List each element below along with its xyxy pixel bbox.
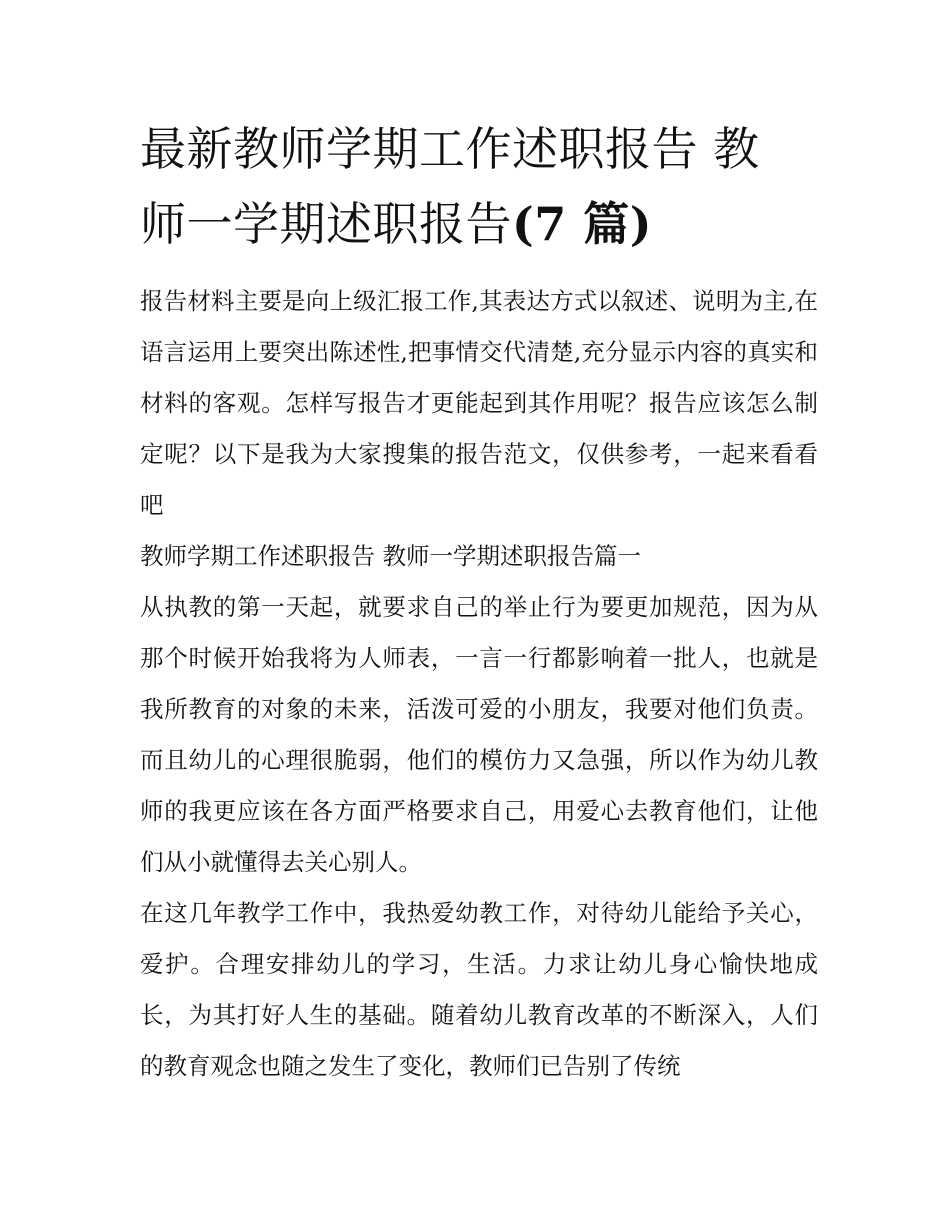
section-heading: 教师学期工作述职报告 教师一学期述职报告篇一 <box>140 542 641 570</box>
body-paragraph: 在这几年教学工作中，我热爱幼教工作，对待幼儿能给予关心，爱护。合理安排幼儿的学习，生活。力求让幼儿身心愉快地成长，为其打好人生的基础。随着幼儿教育改革的不断深入，人们的教育观念也随之发生了变化，教师们已告别了传统 <box>140 899 818 1080</box>
title-line-2: 师一学期述职报告 <box>140 197 512 251</box>
document-title <box>140 112 820 262</box>
intro-paragraph: 报告材料主要是向上级汇报工作,其表达方式以叙述、说明为主,在语言运用上要突出陈述性,把事情交代清楚,充分显示内容的真实和材料的客观。怎样写报告才更能起到其作用呢？报告应该怎么制定呢？以下是我为大家搜集的报告范文，仅供参考，一起来看看吧 <box>140 287 818 519</box>
body-paragraph: 从执教的第一天起，就要求自己的举止行为要更加规范，因为从那个时候开始我将为人师表，一言一行都影响着一批人，也就是我所教育的对象的未来，活泼可爱的小朋友，我要对他们负责。而且幼儿的心理很脆弱，他们的模仿力又急强，所以作为幼儿教师的我更应该在各方面严格要求自己，用爱心去教育他们，让他们从小就懂得去关心别人。 <box>140 593 818 876</box>
document-body <box>140 276 818 1092</box>
title-line-1: 最新教师学期工作述职报告 教 <box>140 122 760 176</box>
title-count: (7 篇) <box>512 197 653 251</box>
